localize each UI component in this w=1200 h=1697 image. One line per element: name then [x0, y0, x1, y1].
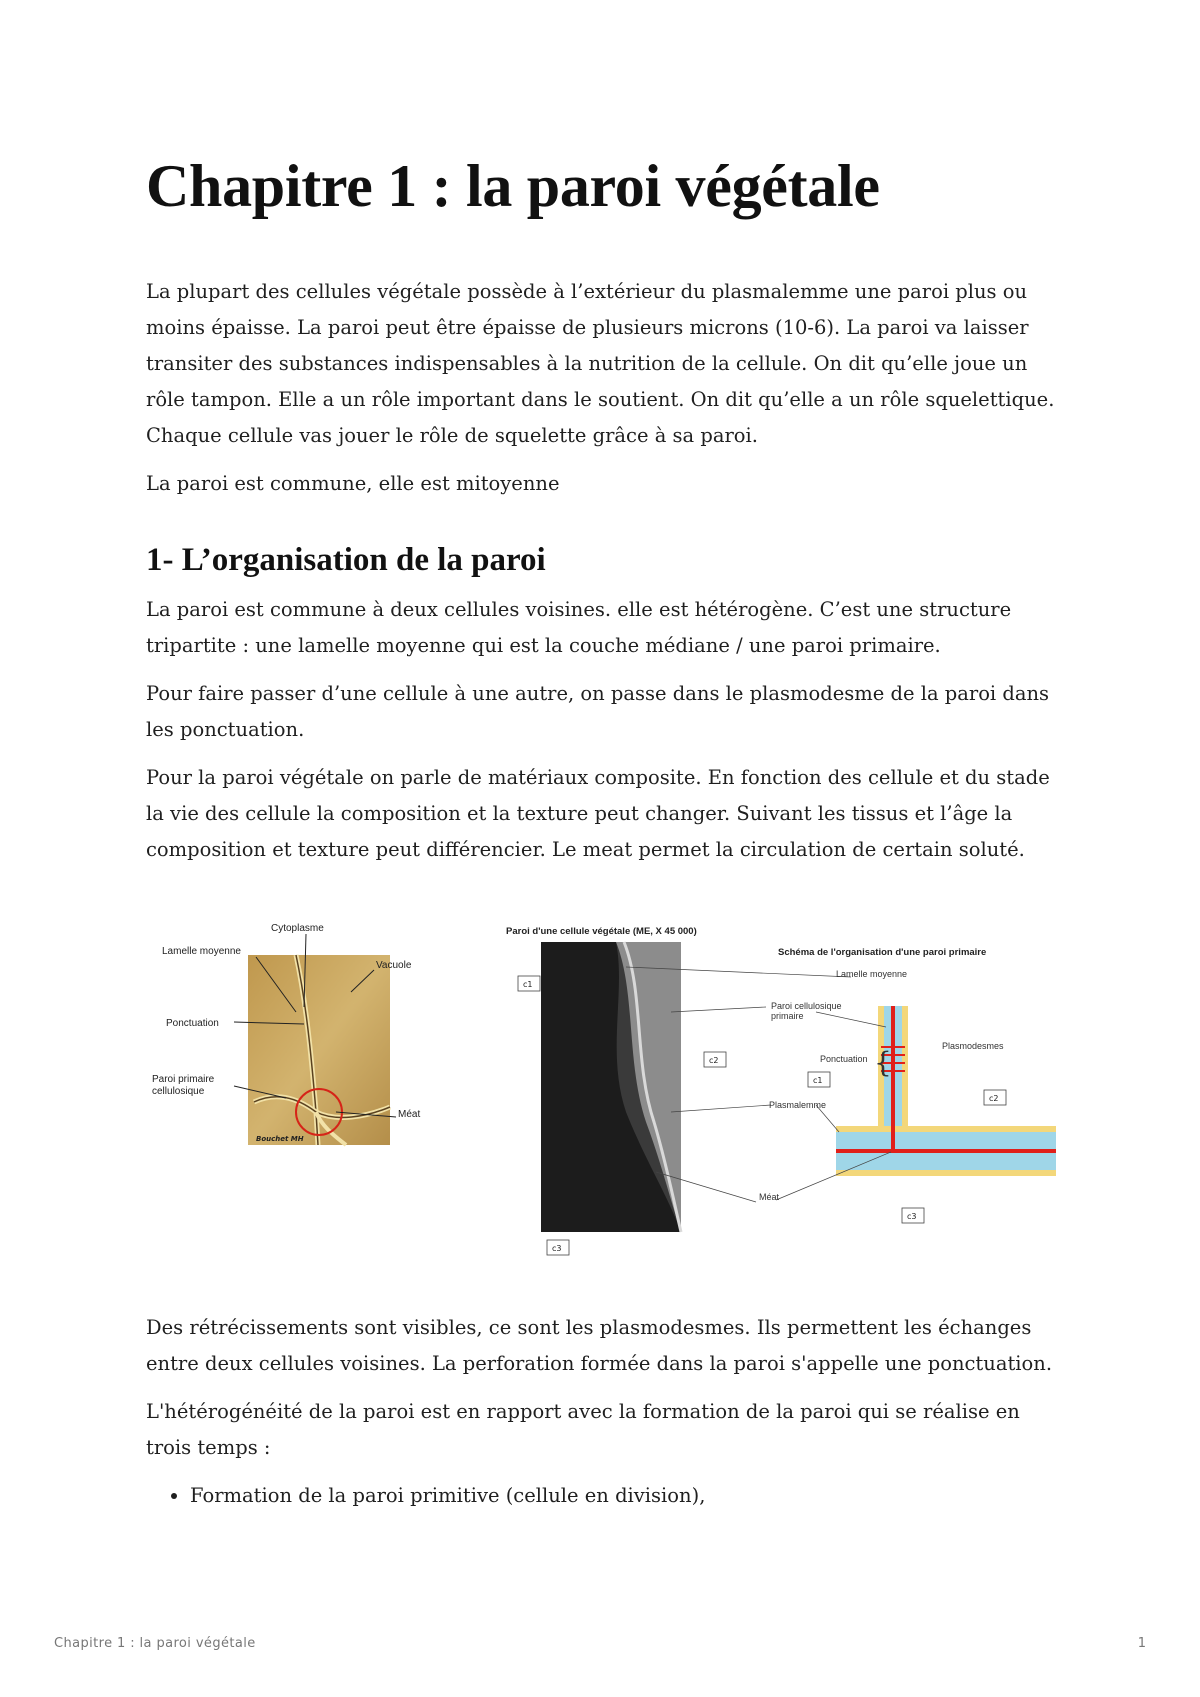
electron-micrograph-figure	[506, 912, 1066, 1282]
micrograph-figure	[146, 912, 446, 1172]
em-c2: c2	[709, 1056, 719, 1065]
footer-page-number: 1	[1137, 1636, 1146, 1651]
content-after-figures	[146, 1310, 1066, 1514]
schema-title: Schéma de l'organisation d'une paroi primaire	[778, 947, 987, 958]
schema-label-meat: Méat	[759, 1192, 780, 1202]
label-cytoplasme: Cytoplasme	[271, 923, 324, 934]
label-ponctuation: Ponctuation	[166, 1018, 219, 1029]
label-cellulosique: cellulosique	[152, 1086, 205, 1097]
main-content	[146, 150, 1066, 868]
intro-paragraph-1: La plupart des cellules végétale possède à l’extérieur du plasmalemme une paroi plus ou moins épaisse. La paroi peut être épaisse de plusieurs microns (10-6). La paroi va laisser transiter des substances indispensables à la nutrition de la cellule. On dit qu’elle joue un rôle tampon. Elle a un rôle important dans le soutient. On dit qu’elle a un rôle squelettique. Chaque cellule vas jouer le rôle de squelette grâce à sa paroi.	[146, 280, 1055, 447]
label-vacuole: Vacuole	[376, 960, 412, 971]
section-heading: 1- L’organisation de la paroi	[146, 542, 546, 578]
svg-text:{: {	[874, 1046, 892, 1079]
after-paragraph-1: Des rétrécissements sont visibles, ce sont les plasmodesmes. Ils permettent les échanges entre deux cellules voisines. La perforation formée dans la paroi s'appelle une ponctuation.	[146, 1316, 1053, 1375]
schema-label-primaire: primaire	[771, 1011, 804, 1021]
section-paragraph-1: La paroi est commune à deux cellules voisines. elle est hétérogène. C’est une structure tripartite : une lamelle moyenne qui est la couche médiane / une paroi primaire.	[146, 598, 1012, 657]
section-paragraph-3: Pour la paroi végétale on parle de matériaux composite. En fonction des cellule et du stade la vie des cellule la composition et la texture peut changer. Suivant les tissus et l’âge la composition et texture peut différencier. Le meat permet la circulation de certain soluté.	[146, 766, 1050, 861]
intro-paragraph-2: La paroi est commune, elle est mitoyenne	[146, 472, 560, 495]
schema-label-paroi: Paroi cellulosique	[771, 1001, 842, 1011]
footer-title: Chapitre 1 : la paroi végétale	[54, 1636, 256, 1651]
label-paroi-primaire: Paroi primaire	[152, 1074, 215, 1085]
schema-label-ponctuation: Ponctuation	[820, 1054, 868, 1064]
schema-c3: c3	[907, 1212, 917, 1221]
em-c1: c1	[523, 980, 533, 989]
em-title: Paroi d'une cellule végétale (ME, X 45 000)	[506, 926, 697, 937]
schema-c1: c1	[813, 1076, 823, 1085]
schema-diagram	[836, 1006, 1056, 1176]
page-title: Chapitre 1 : la paroi végétale	[146, 153, 880, 219]
schema-label-lamelle: Lamelle moyenne	[836, 969, 908, 979]
section-paragraph-2: Pour faire passer d’une cellule à une autre, on passe dans le plasmodesme de la paroi dans les ponctuation.	[146, 682, 1050, 741]
em-c3: c3	[552, 1244, 562, 1253]
figures-row	[146, 912, 1066, 1292]
schema-c2: c2	[989, 1094, 999, 1103]
after-paragraph-2: L'hétérogénéité de la paroi est en rapport avec la formation de la paroi qui se réalise en trois temps :	[146, 1400, 1020, 1459]
label-meat: Méat	[398, 1109, 421, 1120]
list-item: • Formation de la paroi primitive (cellule en division),	[190, 1478, 1066, 1514]
label-lamelle-moyenne: Lamelle moyenne	[162, 946, 241, 957]
schema-label-plasmalemme: Plasmalemme	[769, 1100, 827, 1110]
bullet-list	[146, 1478, 1066, 1514]
micrograph-credit: Bouchet MH	[256, 1135, 304, 1143]
schema-label-plasmodesmes: Plasmodesmes	[942, 1041, 1004, 1051]
